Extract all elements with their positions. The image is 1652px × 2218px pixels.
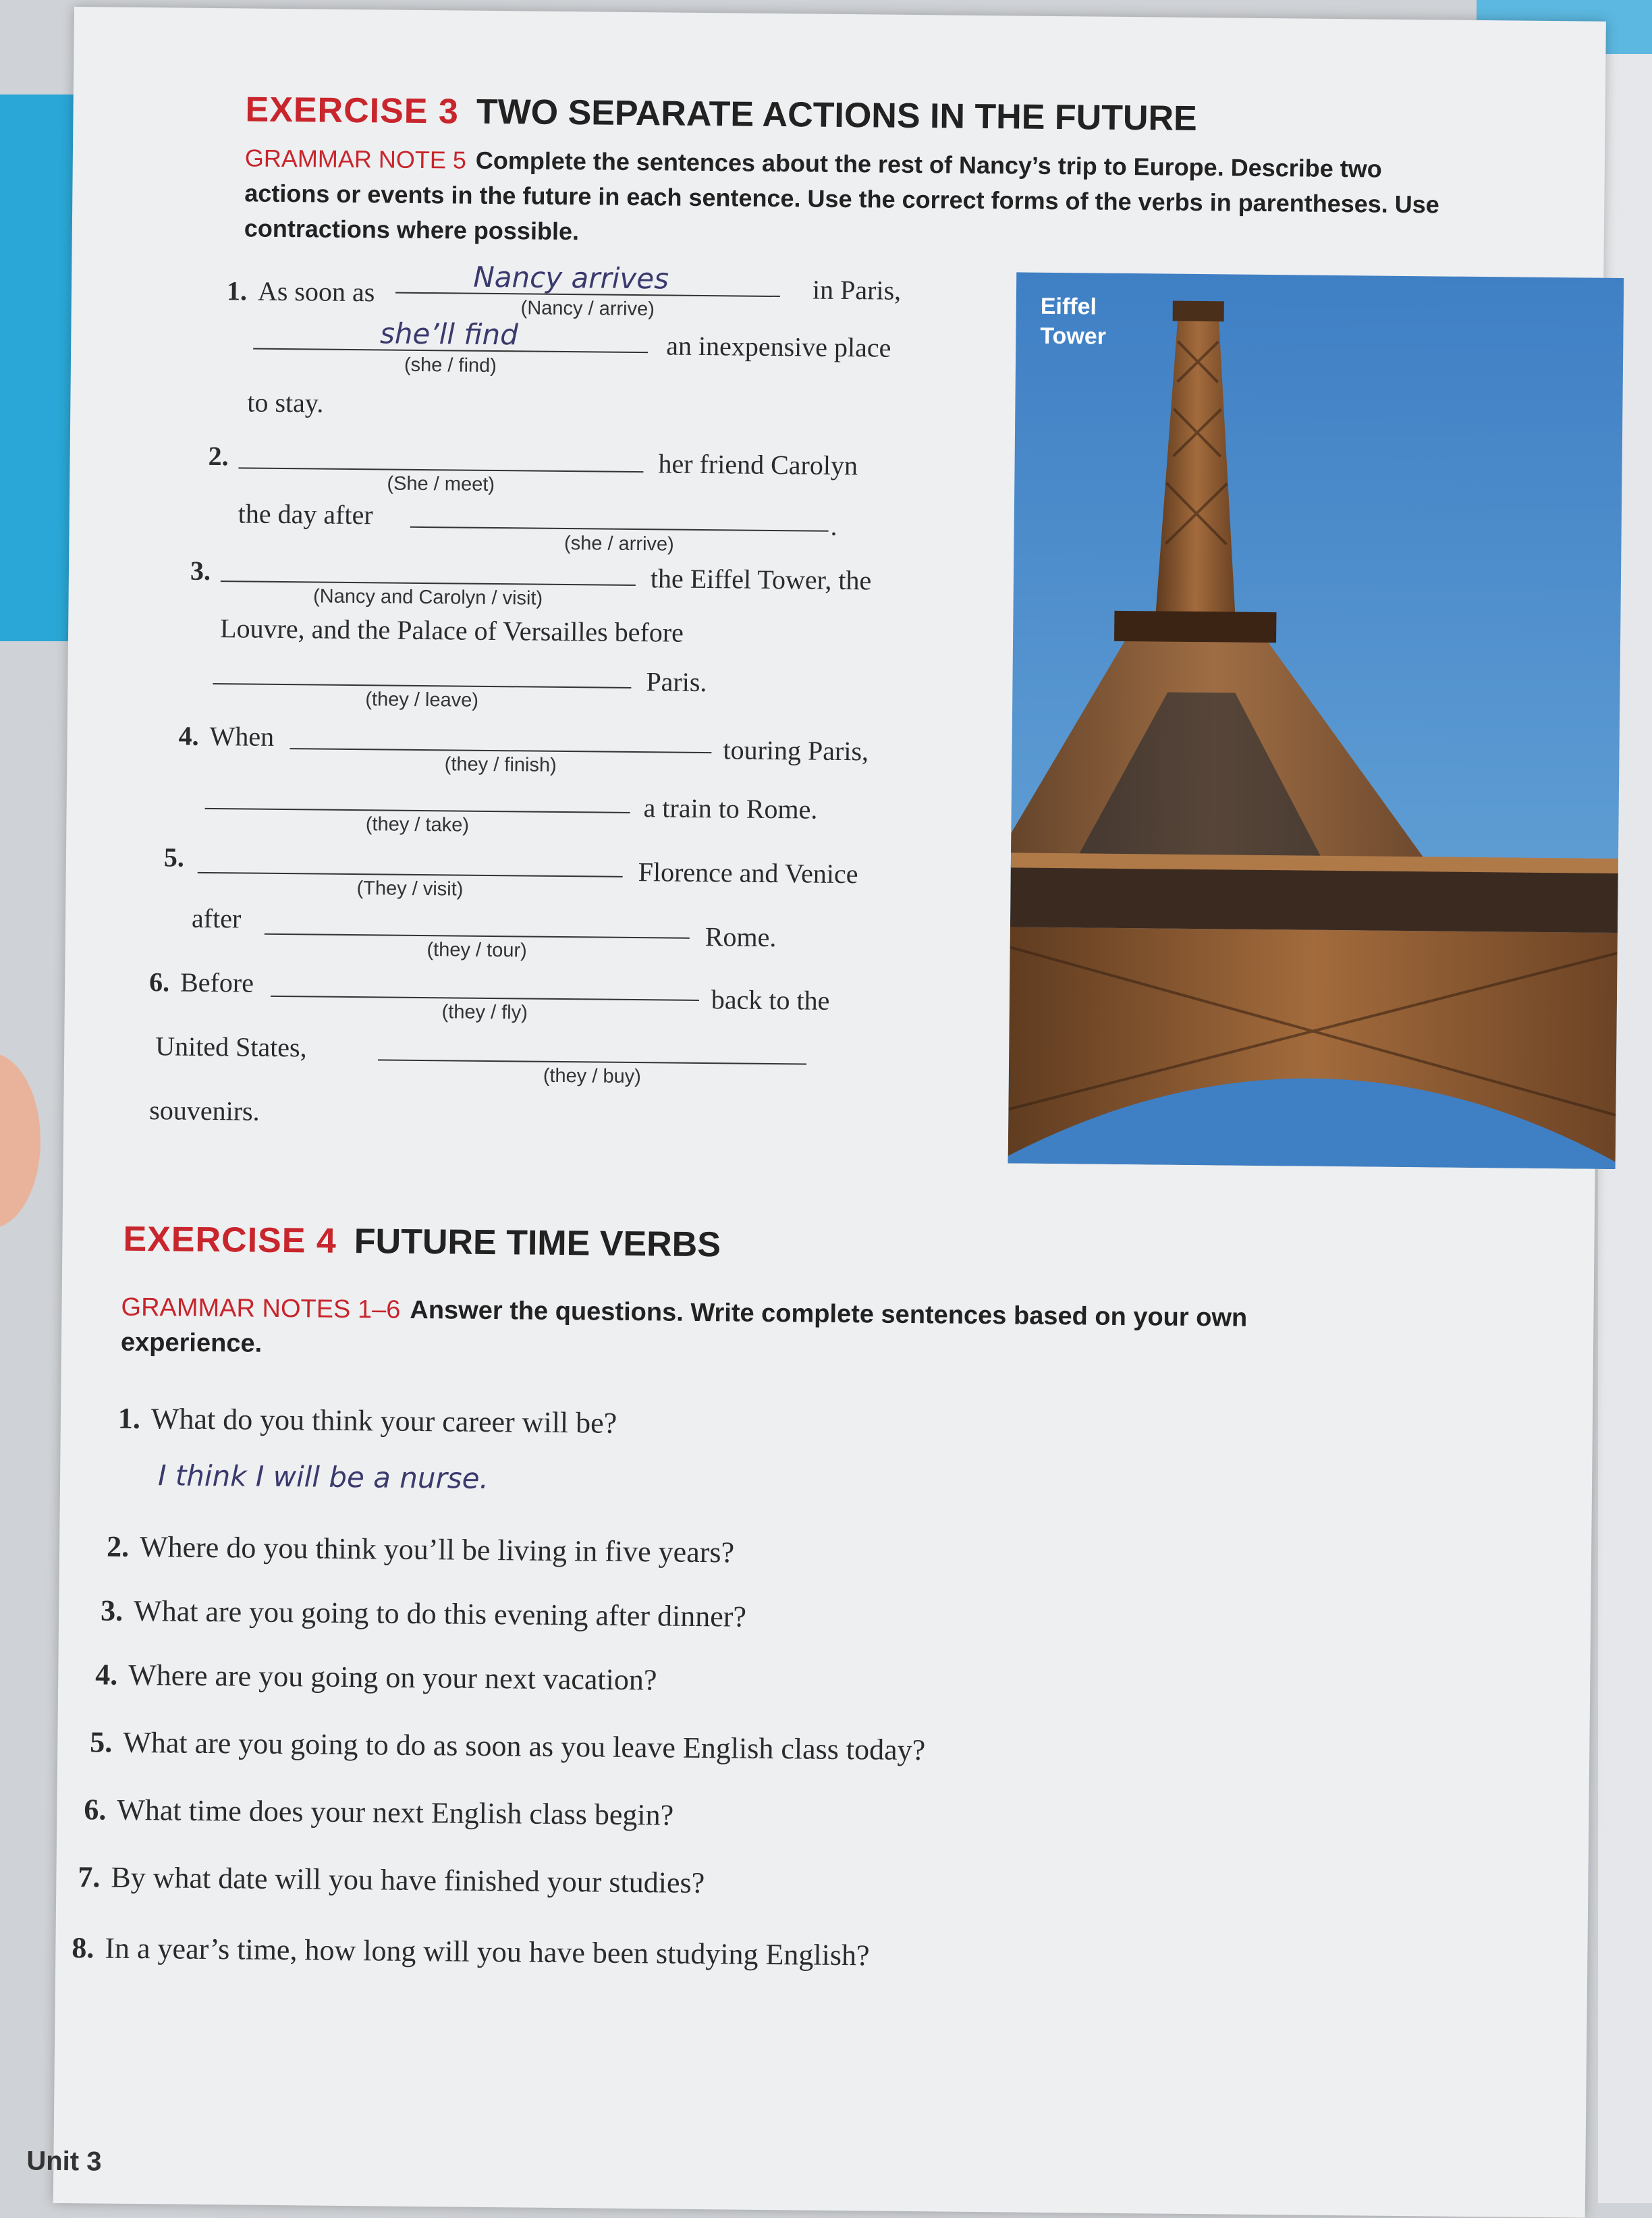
ex3-item-1-text-c: an inexpensive place xyxy=(666,330,891,363)
instructions-text: Complete the sentences about the rest of Nancy’s trip to Europe. Describe two actions or events in the future in each sentence. Use the correct forms of the verbs in parentheses. Use contractions where possible. xyxy=(244,146,1440,246)
ex3-item-6-text-c: United States, xyxy=(155,1031,307,1063)
ex4-answer-1: I think I will be a nurse. xyxy=(157,1459,489,1495)
ex3-item-2-blank-2[interactable] xyxy=(410,526,829,532)
exercise-3-heading xyxy=(245,89,1197,139)
eiffel-tower-illustration xyxy=(1008,272,1624,1169)
ex3-item-3-text-c: Louvre, and the Palace of Versailles before xyxy=(219,613,684,648)
exercise-3-instructions xyxy=(244,140,1446,257)
ex3-item-5-text-c: after xyxy=(191,902,242,934)
ex4-question-3: 3. What are you going to do this evening after dinner? xyxy=(100,1594,747,1633)
exercise-4-title: FUTURE TIME VERBS xyxy=(354,1222,721,1265)
ex3-item-5-text-d: Rome. xyxy=(705,921,777,953)
ex3-item-3-hint-2: (they / leave) xyxy=(365,688,479,711)
unit-label: Unit 3 xyxy=(26,2146,102,2177)
ex3-item-2-text-d: . xyxy=(830,510,837,541)
ex3-item-6-text-d: souvenirs. xyxy=(149,1095,260,1127)
exercise-3-number: EXERCISE 3 xyxy=(245,90,460,132)
ex3-item-1-answer-2: she’ll find xyxy=(379,317,518,352)
ex4-question-2: 2. Where do you think you’ll be living in five years? xyxy=(106,1530,735,1569)
ex3-item-2: 2. xyxy=(208,440,229,472)
ex4-question-6: 6. What time does your next English class begin? xyxy=(84,1793,674,1832)
ex4-question-1: 1. What do you think your career will be? xyxy=(117,1401,617,1440)
eiffel-tower-photo xyxy=(1008,272,1624,1169)
ex3-item-6: 6. Before xyxy=(148,967,254,998)
ex3-item-2-hint-1: (She / meet) xyxy=(387,472,495,496)
ex4-question-4: 4. Where are you going on your next vacation? xyxy=(95,1658,657,1697)
ex3-item-4-hint-2: (they / take) xyxy=(365,813,470,836)
ex3-item-3-text-d: Paris. xyxy=(646,666,707,698)
exercise-4-instructions xyxy=(121,1290,1370,1372)
ex3-item-5-text-b: Florence and Venice xyxy=(638,857,858,890)
ex3-item-6-hint-2: (they / buy) xyxy=(543,1064,642,1088)
ex3-item-4-hint-1: (they / finish) xyxy=(444,753,557,776)
grammar-note-5: GRAMMAR NOTE 5 xyxy=(244,144,467,174)
textbook-page xyxy=(26,7,1606,2218)
ex3-item-4-text-c: a train to Rome. xyxy=(643,792,818,825)
exercise-4-number: EXERCISE 4 xyxy=(123,1219,337,1261)
ex3-item-6-text-b: back to the xyxy=(711,984,830,1016)
ex3-item-6-hint-1: (they / fly) xyxy=(441,1001,528,1024)
photo-caption: Eiffel Tower xyxy=(1040,293,1107,350)
ex3-item-1-text-b: in Paris, xyxy=(812,274,902,306)
ex4-question-5: 5. What are you going to do as soon as you leave English class today? xyxy=(90,1725,926,1767)
ex4-question-7: 7. By what date will you have finished your studies? xyxy=(78,1860,705,1900)
ex3-item-2-hint-2: (she / arrive) xyxy=(563,533,674,556)
ex3-item-1: 1. As soon as xyxy=(226,275,375,308)
ex3-item-3: 3. xyxy=(190,555,211,586)
ex3-item-2-text-c: the day after xyxy=(238,498,373,531)
ex3-item-5: 5. xyxy=(163,842,185,873)
ex3-item-4-text-b: touring Paris, xyxy=(723,734,869,767)
ex3-item-1-hint-2: (she / find) xyxy=(404,354,497,377)
ex3-item-5-hint-1: (They / visit) xyxy=(356,877,464,900)
grammar-notes-1-6: GRAMMAR NOTES 1–6 xyxy=(121,1293,401,1324)
exercise-4-heading xyxy=(123,1219,721,1265)
exercise-3-title: TWO SEPARATE ACTIONS IN THE FUTURE xyxy=(476,92,1198,138)
instructions-text: Answer the questions. Write complete sentences based on your own experience. xyxy=(120,1295,1248,1358)
ex4-question-8: 8. In a year’s time, how long will you have been studying English? xyxy=(72,1931,870,1972)
ex3-item-1-answer-1: Nancy arrives xyxy=(473,260,669,296)
ex3-item-3-hint-1: (Nancy and Carolyn / visit) xyxy=(312,585,543,610)
ex3-item-1-text-d: to stay. xyxy=(247,387,324,418)
ex3-item-5-hint-2: (they / tour) xyxy=(426,939,527,962)
ex3-item-3-text-b: the Eiffel Tower, the xyxy=(650,563,872,596)
ex3-item-2-text-b: her friend Carolyn xyxy=(658,448,858,481)
ex3-item-1-hint-1: (Nancy / arrive) xyxy=(520,297,655,321)
ex3-item-4: 4. When xyxy=(178,720,275,752)
thumb xyxy=(0,1053,40,1228)
